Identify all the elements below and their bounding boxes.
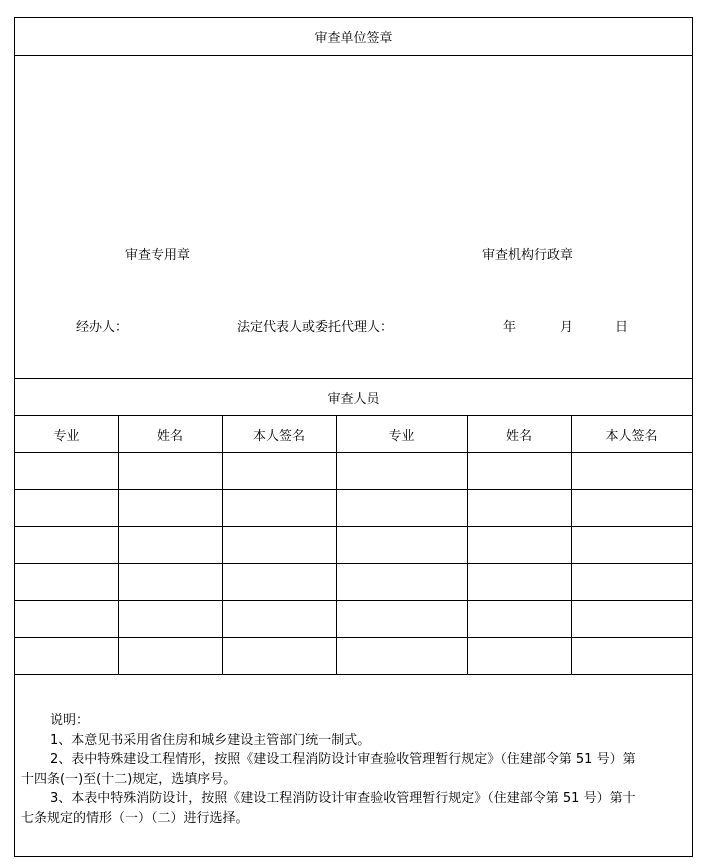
note-line: 十四条(一)至(十二)规定，选填序号。 <box>21 771 237 787</box>
reviewers-section-title-text: 审查人员 <box>327 392 380 407</box>
note-line: 七条规定的情形（一）（二）进行选择。 <box>21 810 249 826</box>
column-header-specialty <box>336 416 467 452</box>
column-header-name <box>467 416 571 452</box>
seal-section-title-text: 审查单位签章 <box>314 31 393 46</box>
table-column-divider <box>571 416 572 674</box>
column-header-specialty <box>15 416 118 452</box>
divider <box>15 674 692 675</box>
review-seal-label: 审查专用章 <box>125 248 191 263</box>
table-row-divider <box>15 563 692 564</box>
column-header-text: 本人签名 <box>252 428 305 444</box>
column-header-text: 本人签名 <box>605 428 658 444</box>
reviewers-section-title <box>15 379 692 416</box>
table-row-divider <box>15 489 692 490</box>
admin-seal-label: 审查机构行政章 <box>482 248 574 263</box>
date-year-label: 年 <box>503 320 517 335</box>
date-day-label: 日 <box>615 320 629 335</box>
column-header-text: 姓名 <box>156 428 183 444</box>
note-line: 1、本意见书采用省住房和城乡建设主管部门统一制式。 <box>50 732 371 748</box>
table-column-divider <box>336 416 337 674</box>
column-header-signature <box>222 416 336 452</box>
table-column-divider <box>222 416 223 674</box>
seal-area <box>15 56 692 378</box>
note-line: 2、表中特殊建设工程情形，按照《建设工程消防设计审查验收管理暂行规定》（住建部令第 51 号）第 <box>50 752 636 767</box>
representative-label[interactable]: 法定代表人或委托代理人： <box>237 320 394 335</box>
date-month-label: 月 <box>560 320 574 335</box>
notes-heading: 说明： <box>50 713 90 728</box>
table-row-divider <box>15 526 692 527</box>
column-header-name <box>118 416 222 452</box>
table-column-divider <box>118 416 119 674</box>
column-header-text: 专业 <box>53 428 80 444</box>
table-column-divider <box>467 416 468 674</box>
table-row-divider <box>15 600 692 601</box>
review-form <box>14 17 693 857</box>
column-header-text: 姓名 <box>505 428 532 444</box>
column-header-text: 专业 <box>388 428 415 444</box>
column-header-signature <box>571 416 692 452</box>
seal-section-title <box>15 18 692 55</box>
handler-label[interactable]: 经办人： <box>76 320 129 335</box>
notes-section <box>15 711 692 828</box>
note-line: 3、本表中特殊消防设计，按照《建设工程消防设计审查验收管理暂行规定》（住建部令第 51 号）第十 <box>50 791 636 806</box>
table-row-divider <box>15 637 692 638</box>
reviewers-table <box>15 416 692 674</box>
table-row-divider <box>15 452 692 453</box>
